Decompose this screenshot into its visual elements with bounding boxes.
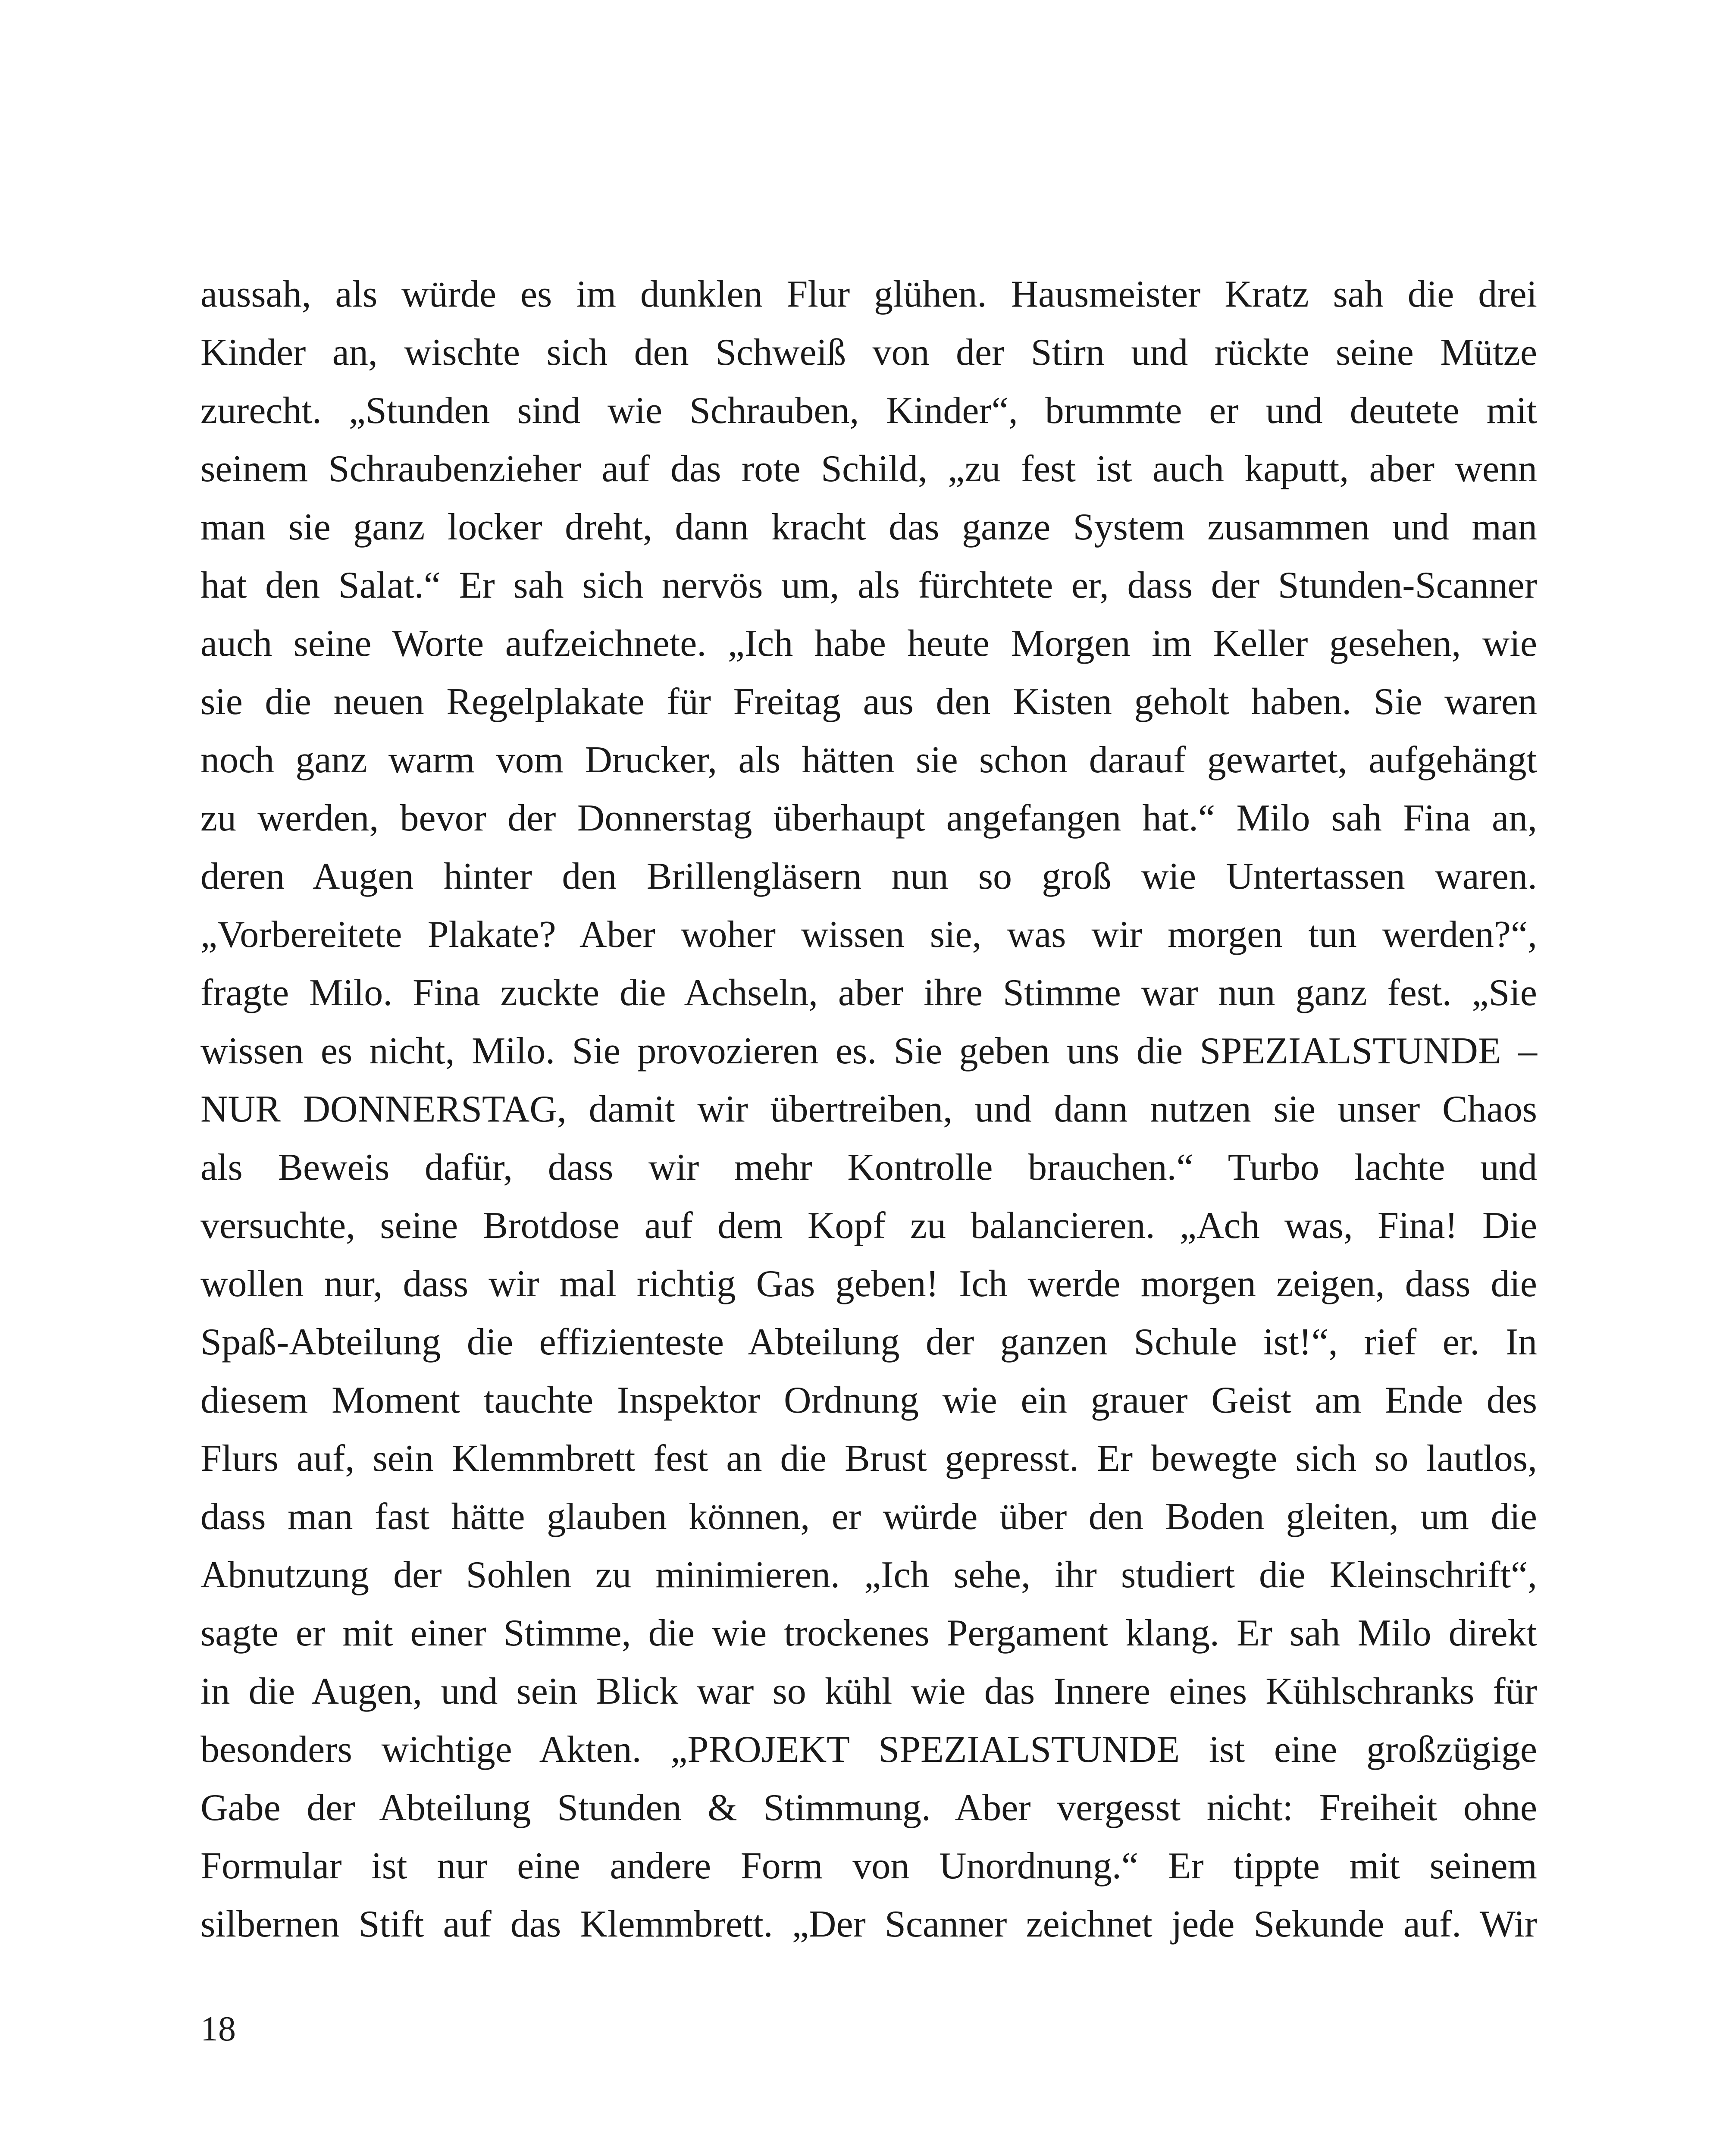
page-number: 18 (200, 2009, 236, 2048)
text-line: Kinder an, wischte sich den Schweiß von der Stirn und rückte seine Mütze (200, 332, 1537, 373)
text-line: dass man fast hätte glauben können, er würde über den Boden gleiten, um die (200, 1496, 1537, 1538)
text-line: Spaß-Abteilung die effizienteste Abteilung der ganzen Schule ist!“, rief er. In (200, 1321, 1537, 1363)
text-line: sie die neuen Regelplakate für Freitag aus den Kisten geholt haben. Sie waren (200, 681, 1537, 723)
text-line: seinem Schraubenzieher auf das rote Schild, „zu fest ist auch kaputt, aber wenn (200, 448, 1537, 490)
text-line: hat den Salat.“ Er sah sich nervös um, als fürchtete er, dass der Stunden-Scanner (200, 564, 1537, 606)
text-line: deren Augen hinter den Brillengläsern nun so groß wie Untertassen waren. (200, 856, 1537, 897)
text-line: fragte Milo. Fina zuckte die Achseln, aber ihre Stimme war nun ganz fest. „Sie (200, 972, 1537, 1014)
text-line: man sie ganz locker dreht, dann kracht das ganze System zusammen und man (200, 506, 1537, 548)
text-line: Formular ist nur eine andere Form von Unordnung.“ Er tippte mit seinem (200, 1845, 1537, 1887)
text-line: zurecht. „Stunden sind wie Schrauben, Kinder“, brummte er und deutete mit (200, 390, 1537, 432)
text-line: Gabe der Abteilung Stunden & Stimmung. Aber vergesst nicht: Freiheit ohne (200, 1787, 1537, 1829)
text-line: in die Augen, und sein Blick war so kühl wie das Innere eines Kühlschranks für (200, 1670, 1537, 1712)
text-line: diesem Moment tauchte Inspektor Ordnung wie ein grauer Geist am Ende des (200, 1379, 1537, 1421)
text-line: wissen es nicht, Milo. Sie provozieren es. Sie geben uns die SPEZIALSTUNDE – (200, 1030, 1537, 1072)
text-line: noch ganz warm vom Drucker, als hätten sie schon darauf gewartet, aufgehängt (200, 739, 1537, 781)
text-line: „Vorbereitete Plakate? Aber woher wissen sie, was wir morgen tun werden?“, (200, 914, 1537, 956)
text-line: als Beweis dafür, dass wir mehr Kontrolle brauchen.“ Turbo lachte und (200, 1147, 1537, 1188)
text-line: sagte er mit einer Stimme, die wie trockenes Pergament klang. Er sah Milo direkt (200, 1612, 1537, 1654)
text-line: Abnutzung der Sohlen zu minimieren. „Ich sehe, ihr studiert die Kleinschrift“, (200, 1554, 1537, 1596)
text-line: aussah, als würde es im dunklen Flur glühen. Hausmeister Kratz sah die drei (200, 273, 1537, 315)
text-line: zu werden, bevor der Donnerstag überhaupt angefangen hat.“ Milo sah Fina an, (200, 797, 1537, 839)
text-line: versuchte, seine Brotdose auf dem Kopf zu balancieren. „Ach was, Fina! Die (200, 1205, 1537, 1247)
text-line: auch seine Worte aufzeichnete. „Ich habe heute Morgen im Keller gesehen, wie (200, 623, 1537, 664)
text-line: besonders wichtige Akten. „PROJEKT SPEZIALSTUNDE ist eine großzügige (200, 1729, 1537, 1771)
text-line: NUR DONNERSTAG, damit wir übertreiben, und dann nutzen sie unser Chaos (200, 1088, 1537, 1130)
text-line: silbernen Stift auf das Klemmbrett. „Der Scanner zeichnet jede Sekunde auf. Wir (200, 1903, 1537, 1945)
text-line: wollen nur, dass wir mal richtig Gas geben! Ich werde morgen zeigen, dass die (200, 1263, 1537, 1305)
text-line: Flurs auf, sein Klemmbrett fest an die Brust gepresst. Er bewegte sich so lautlos, (200, 1438, 1537, 1479)
body-text (200, 265, 1537, 1953)
